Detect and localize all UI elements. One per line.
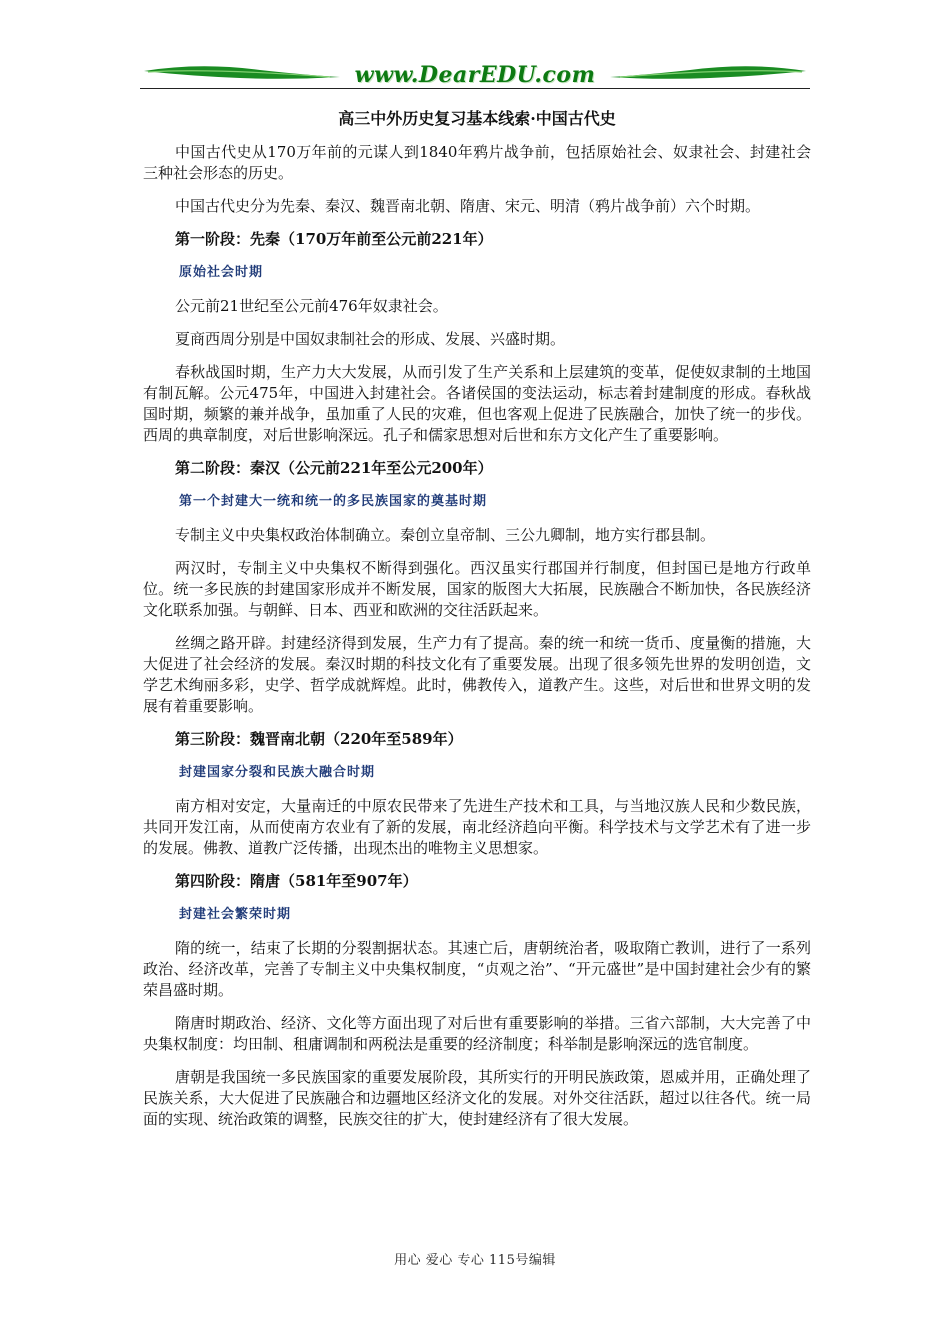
body-paragraph: 两汉时，专制主义中央集权不断得到强化。西汉虽实行郡国并行制度，但封国已是地方行政单位。统一多民族的封建国家形成并不断发展，国家的版图大大拓展，民族融合不断加快，各民族经济文化联系加强。与朝鲜、日本、西亚和欧洲的交往活跃起来。 (143, 559, 811, 619)
body-paragraph: 南方相对安定，大量南迁的中原农民带来了先进生产技术和工具，与当地汉族人民和少数民族，共同开发江南，从而使南方农业有了新的发展，南北经济趋向平衡。科学技术与文学艺术有了进一步的发展。佛教、道教广泛传播，出现杰出的唯物主义思想家。 (143, 797, 811, 857)
body-paragraph: 隋唐时期政治、经济、文化等方面出现了对后世有重要影响的举措。三省六部制，大大完善了中央集权制度：均田制、租庸调制和两税法是重要的经济制度；科举制是影响深远的选官制度。 (143, 1014, 811, 1053)
page-footer: 用心 爱心 专心 115号编辑 (394, 1253, 556, 1268)
section-heading: 第二阶段：秦汉（公元前221年至公元200年） (175, 459, 493, 477)
section-heading: 第三阶段：魏晋南北朝（220年至589年） (175, 730, 463, 748)
body-paragraph: 专制主义中央集权政治体制确立。秦创立皇帝制、三公九卿制，地方实行郡县制。 (175, 526, 716, 544)
page-title: 高三中外历史复习基本线索·中国古代史 (338, 109, 616, 128)
body-paragraph: 夏商西周分别是中国奴隶制社会的形成、发展、兴盛时期。 (175, 330, 566, 348)
period-subheading: 封建社会繁荣时期 (179, 907, 292, 922)
section-heading: 第一阶段：先秦（170万年前至公元前221年） (175, 230, 493, 248)
body-paragraph: 隋的统一，结束了长期的分裂割据状态。其速亡后，唐朝统治者，吸取隋亡教训，进行了一系列政治、经济改革，完善了专制主义中央集权制度，“贞观之治”、“开元盛世”是中国封建社会少有的繁荣昌盛时期。 (143, 939, 811, 999)
body-paragraph: 丝绸之路开辟。封建经济得到发展，生产力有了提高。秦的统一和统一货币、度量衡的措施，大大促进了社会经济的发展。秦汉时期的科技文化有了重要发展。出现了很多领先世界的发明创造，文学艺术绚丽多彩，史学、哲学成就辉煌。此时，佛教传入，道教产生。这些，对后世和世界文明的发展有着重要影响。 (143, 634, 811, 715)
document-body (143, 108, 811, 1142)
site-header (140, 58, 810, 94)
body-paragraph: 唐朝是我国统一多民族国家的重要发展阶段，其所实行的开明民族政策，恩威并用，正确处理了民族关系，大大促进了民族融合和边疆地区经济文化的发展。对外交往活跃，超过以往各代。统一局面的实现、统治政策的调整，民族交往的扩大，使封建经济有了很大发展。 (143, 1068, 811, 1128)
site-brand[interactable]: www.DearEDU.com (354, 62, 596, 88)
section-heading: 第四阶段：隋唐（581年至907年） (175, 872, 418, 890)
header-divider (140, 88, 810, 89)
intro-paragraph: 中国古代史分为先秦、秦汉、魏晋南北朝、隋唐、宋元、明清（鸦片战争前）六个时期。 (175, 197, 761, 215)
period-subheading: 封建国家分裂和民族大融合时期 (179, 765, 376, 780)
body-paragraph: 公元前21世纪至公元前476年奴隶社会。 (175, 297, 448, 315)
period-subheading: 第一个封建大一统和统一的多民族国家的奠基时期 (179, 494, 488, 509)
intro-paragraph: 中国古代史从170万年前的元谋人到1840年鸦片战争前，包括原始社会、奴隶社会、封建社会三种社会形态的历史。 (143, 143, 811, 182)
body-paragraph: 春秋战国时期，生产力大大发展，从而引发了生产关系和上层建筑的变革，促使奴隶制的土地国有制瓦解。公元475年，中国进入封建社会。各诸侯国的变法运动，标志着封建制度的形成。春秋战国时期，频繁的兼并战争，虽加重了人民的灾难，但也客观上促进了民族融合，加快了统一的步伐。西周的典章制度，对后世影响深远。孔子和儒家思想对后世和东方文化产生了重要影响。 (143, 363, 811, 444)
period-subheading: 原始社会时期 (179, 265, 264, 280)
